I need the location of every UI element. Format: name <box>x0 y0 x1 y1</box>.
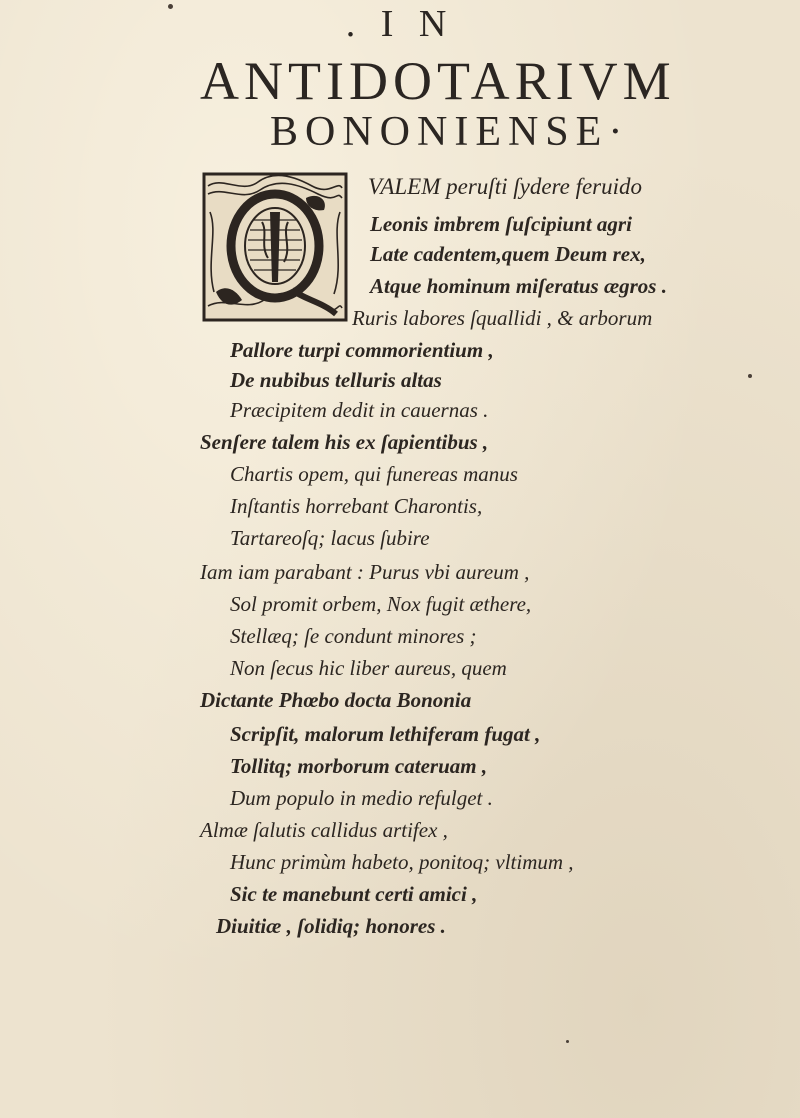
poem-line: Dictante Phœbo docta Bononia <box>200 688 472 712</box>
poem-line: Tollitq; morborum cateruam , <box>230 754 488 778</box>
poem-line: Præcipitem dedit in cauernas . <box>230 398 489 422</box>
title-line-bononiense: BONONIENSE· <box>270 109 630 155</box>
paper-speck <box>748 374 752 378</box>
poem-line: Inſtantis horrebant Charontis, <box>230 494 483 518</box>
poem-line: Ruris labores ſquallidi , & arborum <box>352 306 653 330</box>
title-line-in: . I N <box>345 3 455 45</box>
poem-line: Chartis opem, qui funereas manus <box>230 462 518 486</box>
poem-line: Almæ ſalutis callidus artifex , <box>200 818 448 842</box>
poem-line: Late cadentem,quem Deum rex, <box>370 242 646 266</box>
ornamental-initial-Q-icon <box>202 172 348 322</box>
paper-speck <box>566 1040 569 1043</box>
poem-line: De nubibus telluris altas <box>230 368 442 392</box>
poem-line: Tartareoſq; lacus ſubire <box>230 526 430 550</box>
poem-line: Leonis imbrem ſuſcipiunt agri <box>370 212 632 236</box>
title-line-antidotarium: ANTIDOTARIVM <box>200 51 676 111</box>
poem-line: Sic te manebunt certi amici , <box>230 882 478 906</box>
poem-line: VALEM peruſti ſydere feruido <box>368 174 643 199</box>
poem-line: Iam iam parabant : Purus vbi aureum , <box>200 560 530 584</box>
paper-speck <box>168 4 173 9</box>
poem-line: Diuitiæ , ſolidiq; honores . <box>216 914 446 938</box>
poem-line: Scripſit, malorum lethiferam fugat , <box>230 722 541 746</box>
poem-line: Dum populo in medio refulget . <box>230 786 493 810</box>
poem-line: Sol promit orbem, Nox fugit æthere, <box>230 592 532 616</box>
poem-line: Hunc primùm habeto, ponitoq; vltimum , <box>230 850 574 874</box>
poem-line: Stellæq; ſe condunt minores ; <box>230 624 477 648</box>
poem-line: Atque hominum miſeratus ægros . <box>370 274 667 298</box>
poem-line: Non ſecus hic liber aureus, quem <box>230 656 507 680</box>
poem-line: Senſere talem his ex ſapientibus , <box>200 430 489 454</box>
poem-line: Pallore turpi commorientium , <box>230 338 494 362</box>
